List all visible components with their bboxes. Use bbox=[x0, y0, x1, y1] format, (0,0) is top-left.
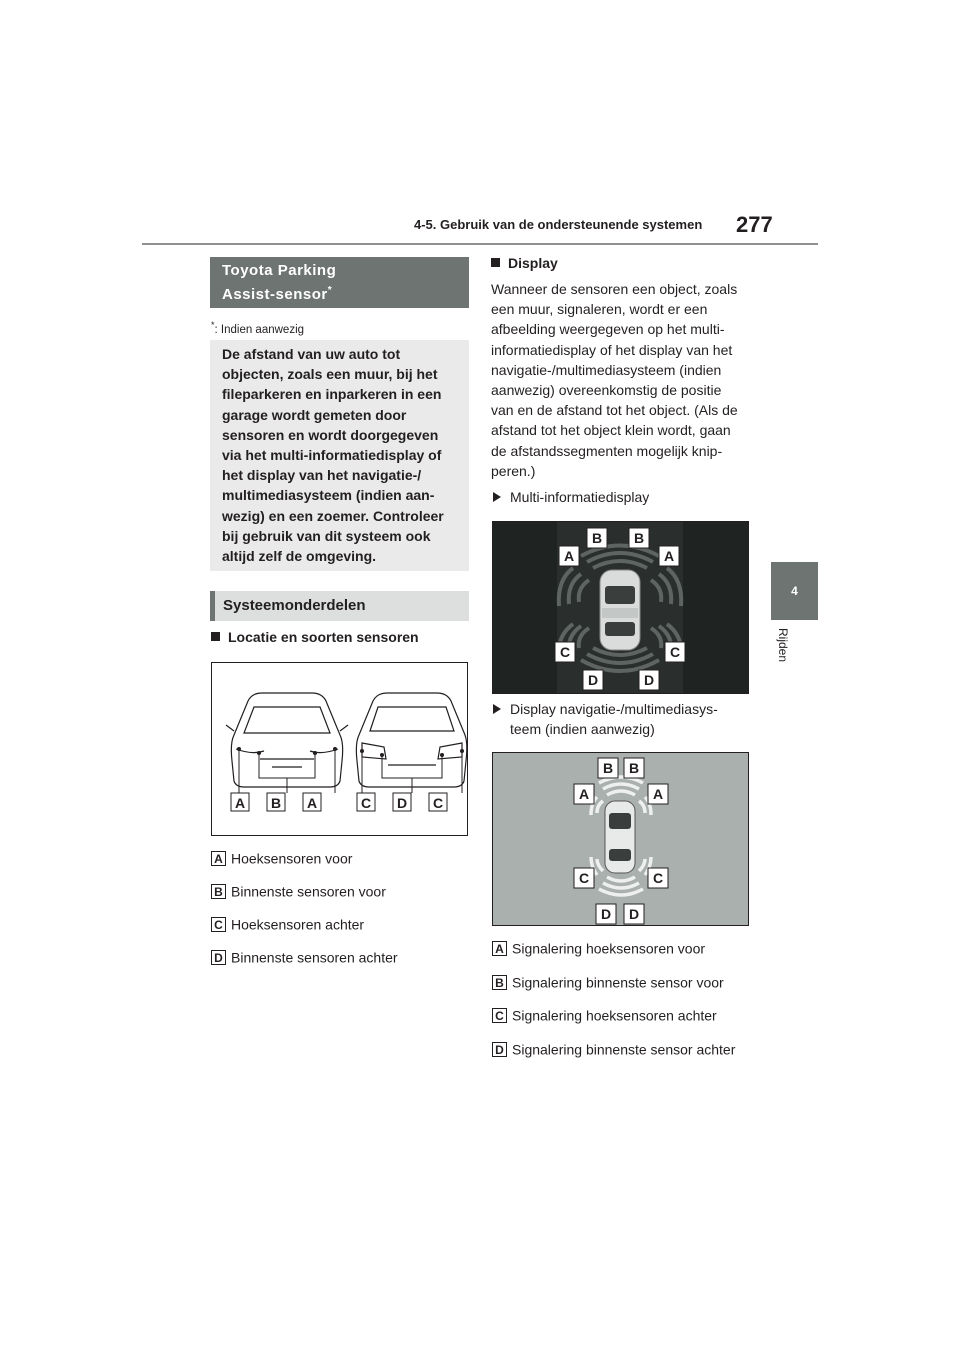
legend-item: B Binnenste sensoren voor bbox=[211, 881, 386, 899]
bullet-mid: Multi-informatiedisplay bbox=[493, 487, 649, 507]
legend-key: C bbox=[211, 917, 226, 932]
summary-box: De afstand van uw auto tot objecten, zoals een muur, bij het fileparkeren en inparkeren in een garage wordt gemeten door sensoren en wordt doorgegeven via het multi-informatiedisplay of het display van het navigatie-/ multimediasysteem (indien aan- wezig) en een zoemer. Controleer bij gebruik van dit systeem ook altijd zelf de omgeving. bbox=[210, 340, 469, 571]
square-bullet-icon bbox=[211, 632, 220, 641]
bullet-nav: Display navigatie-/multimediasys- teem (indien aanwezig) bbox=[493, 699, 718, 739]
nav-label: A bbox=[578, 786, 590, 802]
display-heading: Display bbox=[491, 255, 558, 271]
nav-label: D bbox=[628, 906, 640, 922]
header-divider bbox=[142, 243, 818, 245]
mid-label: A bbox=[563, 548, 575, 564]
legend-key: A bbox=[492, 941, 507, 956]
title-asterisk: * bbox=[327, 285, 333, 296]
legend-key: A bbox=[211, 851, 226, 866]
chapter-tab bbox=[771, 562, 818, 620]
diagram-label: A bbox=[234, 795, 246, 811]
multi-info-display-diagram bbox=[492, 521, 749, 694]
section-header: 4-5. Gebruik van de ondersteunende systemen bbox=[414, 217, 703, 232]
diagram-label: C bbox=[360, 795, 372, 811]
diagram-label: B bbox=[270, 795, 282, 811]
components-title: Systeemonderdelen bbox=[210, 591, 469, 621]
feature-title-line2: Assist-sensor* bbox=[222, 285, 333, 303]
nav-label: C bbox=[652, 870, 664, 886]
legend-item: A Signalering hoeksensoren voor bbox=[492, 938, 705, 956]
legend-key: D bbox=[211, 950, 226, 965]
mid-label: D bbox=[587, 672, 599, 688]
location-heading: Locatie en soorten sensoren bbox=[211, 629, 419, 645]
legend-item: A Hoeksensoren voor bbox=[211, 848, 352, 866]
nav-label: D bbox=[600, 906, 612, 922]
legend-key: D bbox=[492, 1042, 507, 1057]
sensor-location-diagram bbox=[211, 662, 468, 836]
nav-label: B bbox=[602, 760, 614, 776]
legend-key: B bbox=[492, 975, 507, 990]
square-bullet-icon bbox=[491, 258, 500, 267]
mid-label: C bbox=[669, 644, 681, 660]
legend-item: B Signalering binnenste sensor voor bbox=[492, 972, 724, 990]
legend-key: C bbox=[492, 1008, 507, 1023]
feature-title-line1: Toyota Parking bbox=[222, 262, 337, 279]
footnote: *: Indien aanwezig bbox=[211, 320, 305, 336]
diagram-label: A bbox=[306, 795, 318, 811]
triangle-bullet-icon bbox=[493, 704, 501, 714]
feature-title bbox=[210, 257, 469, 308]
legend-item: C Signalering hoeksensoren achter bbox=[492, 1005, 717, 1023]
chapter-number: 4 bbox=[791, 584, 798, 598]
mid-label: D bbox=[643, 672, 655, 688]
legend-item: D Binnenste sensoren achter bbox=[211, 947, 398, 965]
legend-item: D Signalering binnenste sensor achter bbox=[492, 1039, 735, 1057]
car-front-rear-illustration bbox=[212, 663, 467, 835]
multi-info-display-illustration bbox=[493, 522, 748, 693]
nav-label: B bbox=[628, 760, 640, 776]
navigation-display-illustration bbox=[493, 753, 748, 925]
triangle-bullet-icon bbox=[493, 492, 501, 502]
mid-label: B bbox=[591, 530, 603, 546]
nav-label: C bbox=[578, 870, 590, 886]
navigation-display-diagram bbox=[492, 752, 749, 926]
diagram-label: C bbox=[432, 795, 444, 811]
mid-label: B bbox=[633, 530, 645, 546]
legend-item: C Hoeksensoren achter bbox=[211, 914, 364, 932]
legend-key: B bbox=[211, 884, 226, 899]
diagram-label: D bbox=[396, 795, 408, 811]
mid-label: C bbox=[559, 644, 571, 660]
display-paragraph: Wanneer de sensoren een object, zoals een muur, signaleren, wordt er een afbeelding weergegeven op het multi- informatiedisplay of het display van het navigatie-/multimediasysteem (indien aanwezig) overeenkomstig de positie van en de afstand tot het object. (Als de afstand tot het object klein wordt, gaan de afstandssegmenten mogelijk knip- peren.) bbox=[491, 281, 738, 479]
page-number: 277 bbox=[736, 212, 773, 237]
nav-label: A bbox=[652, 786, 664, 802]
chapter-label: Rijden bbox=[776, 628, 790, 663]
mid-label: A bbox=[663, 548, 675, 564]
